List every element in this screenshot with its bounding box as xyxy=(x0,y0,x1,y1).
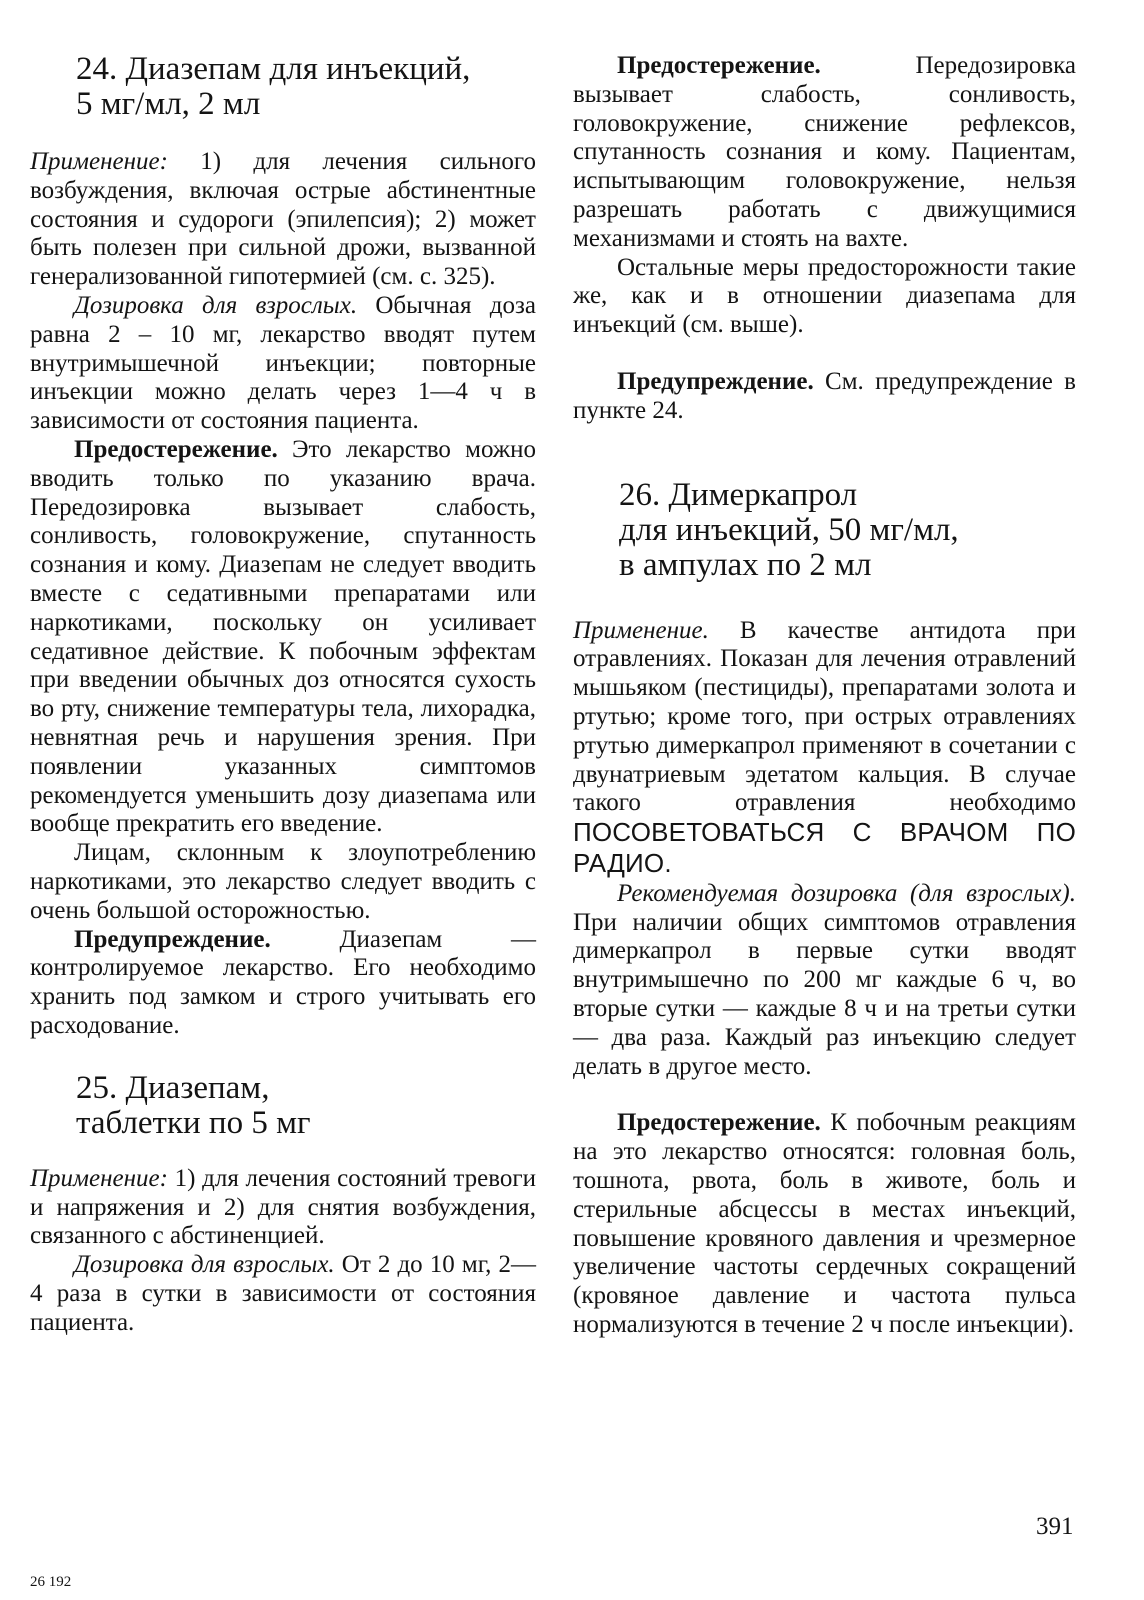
usage-text: 1) для лечения сильного возбуждения, включая острые абстинентные состояния и судороги (эпилепсия); 2) может быть полезен при сильной дрожи, вызванной генерализованной гипотермией (см. с. 325). xyxy=(30,148,536,291)
caution-label: Предостережение. xyxy=(617,52,821,79)
usage-label: Применение: xyxy=(30,148,168,175)
heading-26 xyxy=(573,478,1076,583)
s26-usage-paragraph xyxy=(573,617,1076,880)
warning-label: Предупреждение. xyxy=(617,367,814,395)
dosage-label: Дозировка для взрослых. xyxy=(74,291,358,319)
s25-dosage-paragraph xyxy=(30,1251,536,1337)
usage-text: В качестве антидота при отравлениях. Показан для лечения отравлений мышьяком (пестициды), препаратами золота и ртутью; кроме того, при острых отравлениях ртутью димеркапрол применяют в сочетании с двунатриевым эдетатом кальция. В случае такого отравления необходимо xyxy=(573,616,1076,817)
caution-text: Это лекарство можно вводить только по указанию врача. Передозировка вызывает слабость, сонливость, головокружение, спутанность сознания и кому. Диазепам не следует вводить вместе с седативными препаратами или наркотиками, поскольку он усиливает седативное действие. К побочным эффектам при введении обычных доз относятся сухость во рту, снижение температуры тела, лихорадка, невнятная речь и нарушения зрения. При появлении указанных симптомов рекомендуется уменьшить дозу диазепама или вообще прекратить его введение. xyxy=(30,435,536,838)
usage-label: Применение. xyxy=(573,616,709,644)
radio-consult-notice: ПОСОВЕТОВАТЬСЯ С ВРАЧОМ ПО РАДИО. xyxy=(573,817,1076,878)
caution-label: Предостережение. xyxy=(617,1109,821,1137)
heading-26-line-3: в ампулах по 2 мл xyxy=(619,546,872,583)
page-number: 391 xyxy=(1036,1513,1074,1540)
usage-text: 1) для лечения состояний тревоги и напряжения и 2) для снятия возбуждения, связанного с абстиненцией. xyxy=(30,1164,536,1250)
dosage-label: Рекомендуемая дозировка (для взрослых). xyxy=(617,879,1076,907)
usage-label: Применение: xyxy=(30,1164,168,1192)
caution-text: Передозировка вызывает слабость, сонливость, головокружение, снижение рефлексов, спутанность сознания и кому. Пациентам, испытывающим головокружение, нельзя разрешать работать с движущимися механизмами и стоять на вахте. xyxy=(573,52,1076,252)
warning-text: Диазепам — контролируемое лекарство. Его необходимо хранить под замком и строго учитывать его расходование. xyxy=(30,925,536,1039)
heading-26-line-1: 26. Димеркапрол xyxy=(619,476,858,513)
heading-24 xyxy=(30,52,536,122)
s25-caution-paragraph xyxy=(573,52,1076,254)
warning-text: См. предупреждение в пункте 24. xyxy=(573,367,1076,424)
caution-label: Предостережение. xyxy=(74,435,278,463)
dosage-text: От 2 до 10 мг, 2—4 раза в сутки в зависимости от состояния пациента. xyxy=(30,1251,536,1336)
heading-24-line-2: 5 мг/мл, 2 мл xyxy=(76,86,261,122)
printer-signature-mark: 26 192 xyxy=(30,1574,72,1590)
heading-25-line-1: 25. Диазепам, xyxy=(76,1069,270,1106)
s24-warning-paragraph xyxy=(30,926,536,1041)
right-column xyxy=(573,52,1076,1340)
s24-usage-paragraph xyxy=(30,148,536,292)
s24-caution-paragraph xyxy=(30,436,536,839)
dosage-text: При наличии общих симптомов отравления димеркапрол в первые сутки вводят внутримышечно по 200 мг каждые 6 ч, во вторые сутки — каждые 8 ч и на третьи сутки — два раза. Каждый раз инъекцию следует делать в другое место. xyxy=(573,908,1076,1080)
dosage-label: Дозировка для взрослых. xyxy=(74,1251,335,1279)
s26-dosage-paragraph xyxy=(573,880,1076,1082)
left-column xyxy=(30,52,536,1337)
s26-caution-paragraph xyxy=(573,1109,1076,1339)
heading-26-line-2: для инъекций, 50 мг/мл, xyxy=(619,511,959,548)
s24-dosage-paragraph xyxy=(30,292,536,436)
dosage-text: Обычная доза равна 2 – 10 мг, лекарство вводят путем внутримышечной инъекции; повторные инъекции можно делать через 1—4 ч в зависимости от состояния пациента. xyxy=(30,291,536,435)
s25-warning-paragraph xyxy=(573,368,1076,426)
heading-25-line-2: таблетки по 5 мг xyxy=(76,1104,311,1141)
s24-abuse-paragraph: Лицам, склонным к злоупотреблению наркотиками, это лекарство следует вводить с очень большой осторожностью. xyxy=(30,839,536,924)
heading-25 xyxy=(30,1071,536,1141)
s25-other-measures-paragraph: Остальные меры предосторожности такие же, как и в отношении диазепама для инъекций (см. выше). xyxy=(573,253,1076,339)
warning-label: Предупреждение. xyxy=(74,925,271,953)
s25-usage-paragraph xyxy=(30,1165,536,1251)
heading-24-line-1: 24. Диазепам для инъекций, xyxy=(76,51,471,87)
caution-text: К побочным реакциям на это лекарство относятся: головная боль, тошнота, рвота, боль в животе, боль и стерильные абсцессы в местах инъекций, повышение кровяного давления и чрезмерное увеличение частоты сердечных сокращений (кровяное давление и частота пульса нормализуются в течение 2 ч после инъекции). xyxy=(573,1109,1076,1338)
